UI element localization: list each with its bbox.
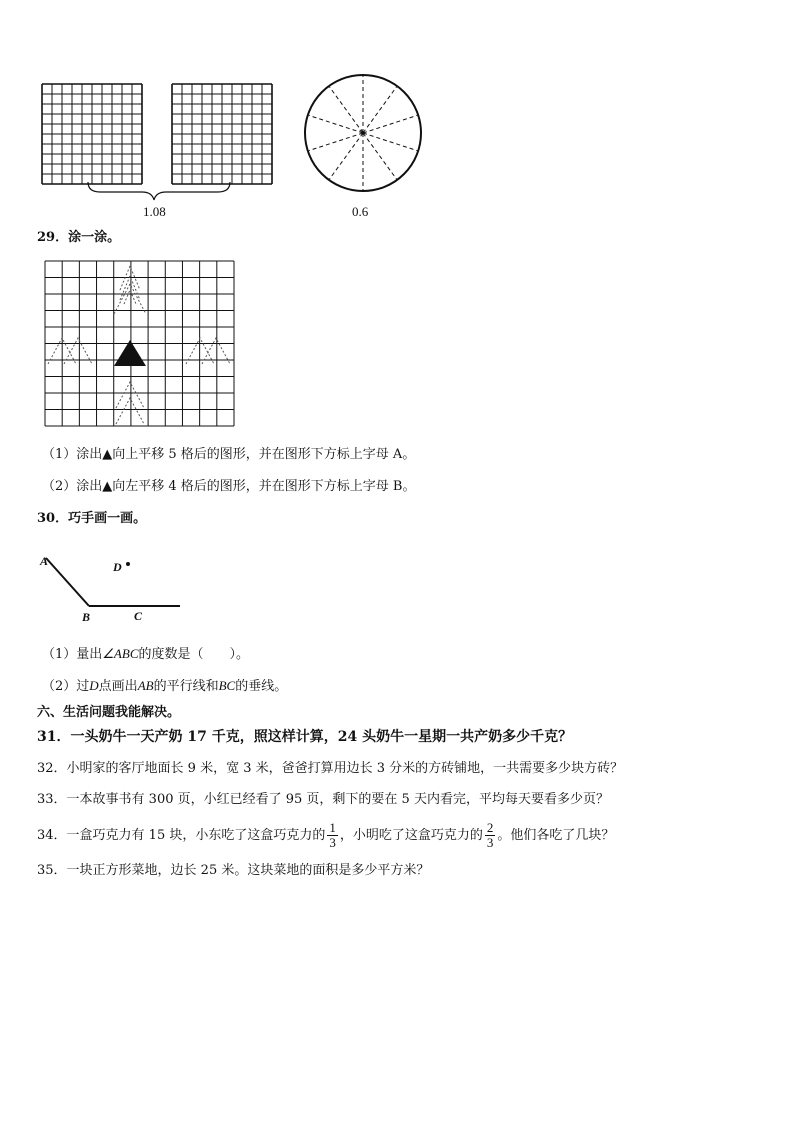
point-a-label: A xyxy=(40,554,49,568)
frac1-denominator: 3 xyxy=(329,835,336,850)
frac2-numerator: 2 xyxy=(486,820,494,835)
q35-text: 35．一块正方形菜地，边长 25 米。这块菜地的面积是多少平方米？ xyxy=(37,863,430,878)
q31-text: 31．一头奶牛一天产奶 17 千克，照这样计算，24 头奶牛一星期一共产奶多少千克？ xyxy=(37,729,573,745)
hundred-grid-left xyxy=(42,84,142,184)
q30-sub1-post: 的度数是（ ）。 xyxy=(138,647,250,662)
q34-part3: 。他们各吃了几块？ xyxy=(497,828,615,843)
circle-divided xyxy=(305,75,421,191)
dashed-shape-up xyxy=(114,266,146,314)
q30-sub2 xyxy=(42,677,287,696)
q34-part1: 34．一盒巧克力有 15 块，小东吃了这盒巧克力的 xyxy=(37,828,326,843)
label-0-6: 0.6 xyxy=(352,204,369,219)
q32-text: 32．小明家的客厅地面长 9 米，宽 3 米，爸爸打算用边长 3 分米的方砖铺地，一共需要多少块方砖？ xyxy=(37,761,624,776)
q30-sub2-pre: （2）过 xyxy=(42,679,90,694)
q30-sub2-post: 的垂线。 xyxy=(235,679,288,694)
point-b-label: B xyxy=(82,610,91,624)
q29-grid xyxy=(44,260,236,428)
dashed-shape-down xyxy=(116,382,144,424)
segment-ab-ref: AB xyxy=(137,678,154,693)
frac2-denominator: 3 xyxy=(486,835,494,850)
q30-angle-figure xyxy=(36,548,186,624)
q29-sub2: （2）涂出▲向左平移 4 格后的图形，并在图形下方标上字母 B。 xyxy=(42,479,416,494)
fraction-two-thirds xyxy=(485,821,496,850)
q29-title: 29．涂一涂。 xyxy=(37,230,121,245)
q30-sub2-mid1: 点画出 xyxy=(98,679,138,694)
point-c-label: C xyxy=(134,609,143,623)
point-d-ref: D xyxy=(89,678,99,693)
decimal-figure xyxy=(30,70,450,225)
fraction-one-third xyxy=(327,821,338,850)
svg-text:*: * xyxy=(359,128,364,139)
hundred-grid-right xyxy=(172,84,272,184)
q30-sub1-pre: （1）量出 xyxy=(42,647,103,662)
q29-sub1: （1）涂出▲向上平移 5 格后的图形，并在图形下方标上字母 A。 xyxy=(42,447,416,462)
q30-title: 30．巧手画一画。 xyxy=(37,511,147,526)
label-1-08: 1.08 xyxy=(143,204,166,219)
q30-sub1 xyxy=(42,645,249,664)
section-6-title: 六、生活问题我能解决。 xyxy=(37,705,181,720)
q30-sub2-mid2: 的平行线和 xyxy=(153,679,219,694)
q34-text xyxy=(37,818,614,854)
q34-part2: ，小明吃了这盒巧克力的 xyxy=(339,828,483,843)
point-d-label: D xyxy=(113,560,122,574)
frac1-numerator: 1 xyxy=(329,820,336,835)
angle-abc: ∠ABC xyxy=(102,646,139,661)
q33-text: 33．一本故事书有 300 页，小红已经看了 95 页，剩下的要在 5 天内看完，平均每天要看多少页？ xyxy=(37,792,609,807)
segment-bc-ref: BC xyxy=(218,678,236,693)
